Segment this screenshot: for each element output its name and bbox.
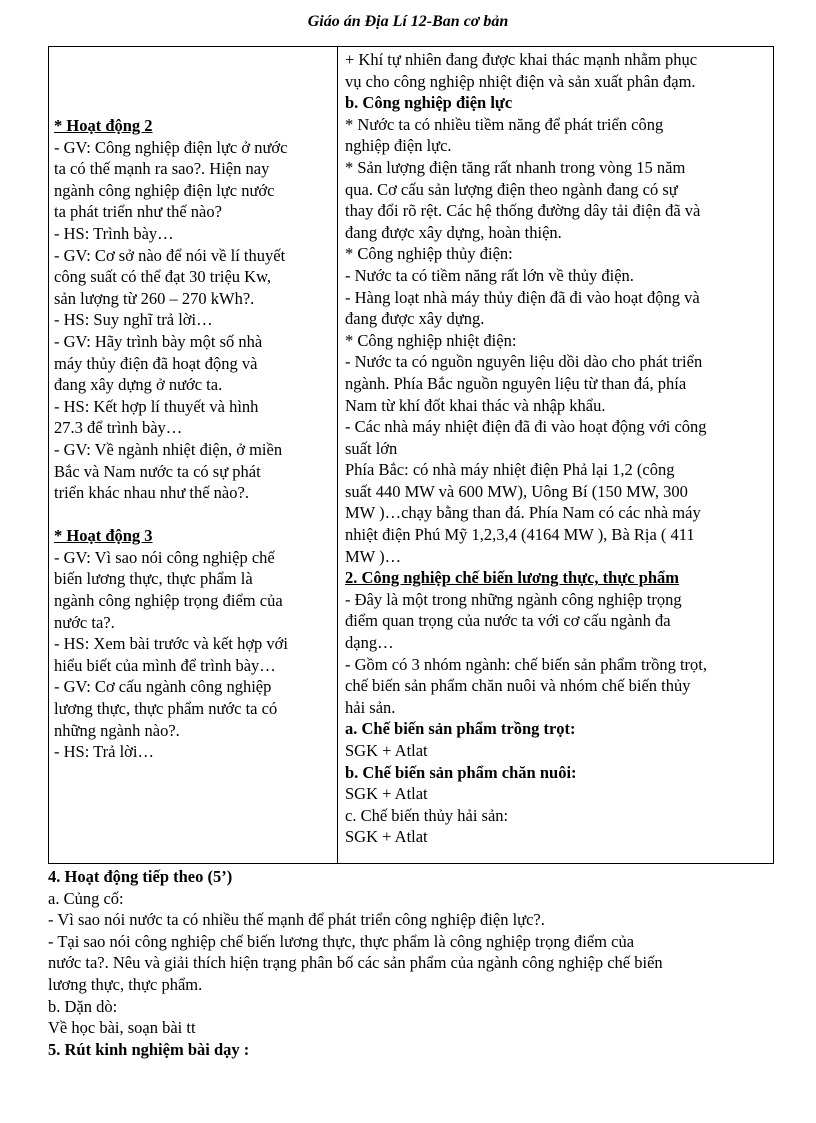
homework-label: b. Dặn dò: xyxy=(48,996,118,1016)
activity3-heading: * Hoạt động 3 xyxy=(54,526,153,546)
text-line: nước ta?. xyxy=(54,612,115,632)
text-line: sản lượng từ 260 – 270 kWh?. xyxy=(54,288,255,308)
text-line: * Nước ta có nhiều tiềm năng để phát triển công xyxy=(345,114,664,134)
text-line: ngành công nghiệp trọng điểm của xyxy=(54,591,283,611)
text-line: ta phát triển như thế nào? xyxy=(54,202,222,222)
text-line: điểm quan trọng của nước ta với cơ cấu ngành đa xyxy=(345,611,671,631)
activity2-heading: * Hoạt động 2 xyxy=(54,116,153,135)
text-line: - Nước ta có tiềm năng rất lớn về thủy điện. xyxy=(345,265,634,285)
text-line: - GV: Công nghiệp điện lực ở nước xyxy=(54,137,288,157)
text-line: - Vì sao nói nước ta có nhiều thế mạnh để phát triển công nghiệp điện lực?. xyxy=(48,910,545,930)
text-line: - Tại sao nói công nghiệp chế biến lương thực, thực phẩm là công nghiệp trọng điểm của xyxy=(48,931,635,951)
text-line: chế biến sản phẩm chăn nuôi và nhóm chế biến thủy xyxy=(345,676,691,696)
text-line: - HS: Suy nghĩ trả lời… xyxy=(54,310,213,330)
section-b-body xyxy=(345,114,773,567)
text-line: triển khác nhau như thế nào?. xyxy=(54,483,249,503)
text-line: - HS: Kết hợp lí thuyết và hình xyxy=(54,396,259,416)
text-line: ngành. Phía Bắc nguồn nguyên liệu từ than đá, phía xyxy=(345,373,687,393)
text-line: - GV: Cơ cấu ngành công nghiệp xyxy=(54,677,272,697)
text-line: + Khí tự nhiên đang được khai thác mạnh nhằm phục xyxy=(345,50,698,69)
text-line: lương thực, thực phẩm. xyxy=(48,974,203,994)
sub-c-text: SGK + Atlat xyxy=(345,827,428,847)
text-line: nghiệp điện lực. xyxy=(345,136,452,156)
text-line: những ngành nào?. xyxy=(54,720,180,740)
text-line: - Đây là một trong những ngành công nghiệp trọng xyxy=(345,589,682,609)
text-line: - GV: Cơ sở nào để nói về lí thuyết xyxy=(54,245,286,265)
text-line: MW )… xyxy=(345,546,402,566)
content-column xyxy=(345,49,773,848)
text-line: - Nước ta có nguồn nguyên liệu dồi dào cho phát triển xyxy=(345,352,703,372)
text-line: suất 440 MW và 600 MW), Uông Bí (150 MW, 300 xyxy=(345,481,688,501)
text-line: qua. Cơ cấu sản lượng điện theo ngành đang có sự xyxy=(345,179,678,199)
column-divider xyxy=(337,47,338,863)
consolidation-label: a. Củng cố: xyxy=(48,888,124,908)
text-line: * Công nghiệp thủy điện: xyxy=(345,244,513,264)
sub-c-heading: c. Chế biến thủy hải sản: xyxy=(345,805,509,825)
text-line: dạng… xyxy=(345,633,394,653)
text-line: máy thủy điện đã hoạt động và xyxy=(54,353,258,373)
text-line: biến lương thực, thực phẩm là xyxy=(54,569,253,589)
text-line: - Gồm có 3 nhóm ngành: chế biến sản phẩm trồng trọt, xyxy=(345,654,708,674)
text-line: Bắc và Nam nước ta có sự phát xyxy=(54,461,261,481)
lesson-table xyxy=(48,46,774,864)
text-line: - GV: Về ngành nhiệt điện, ở miền xyxy=(54,439,283,459)
activity3-body xyxy=(54,547,336,763)
text-line: MW )…chạy bằng than đá. Phía Nam có các nhà máy xyxy=(345,503,701,523)
section-4-heading: 4. Hoạt động tiếp theo (5’) xyxy=(48,867,233,886)
text-line: vụ cho công nghiệp nhiệt điện và sản xuất phân đạm. xyxy=(345,71,696,91)
sub-b-text: SGK + Atlat xyxy=(345,784,428,804)
page-header: Giáo án Địa Lí 12-Ban cơ bản xyxy=(307,13,509,30)
text-line: hải sản. xyxy=(345,697,396,717)
text-line: thay đổi rõ rệt. Các hệ thống đường dây tải điện đã và xyxy=(345,201,701,221)
section-5-heading: 5. Rút kinh nghiệm bài dạy : xyxy=(48,1039,250,1059)
text-line: đang được xây dựng. xyxy=(345,309,485,329)
text-line: đang được xây dựng, hoàn thiện. xyxy=(345,222,562,242)
text-line: - HS: Xem bài trước và kết hợp với xyxy=(54,634,288,654)
text-line: - GV: Hãy trình bày một số nhà xyxy=(54,331,263,351)
text-line: - GV: Vì sao nói công nghiệp chế xyxy=(54,547,275,567)
section-b-heading: b. Công nghiệp điện lực xyxy=(345,93,513,113)
activity2-body xyxy=(54,137,336,504)
text-line: lương thực, thực phẩm nước ta có xyxy=(54,699,278,719)
text-line: ngành công nghiệp điện lực nước xyxy=(54,180,275,200)
text-line: hiểu biết của mình để trình bày… xyxy=(54,655,276,675)
text-line: * Sản lượng điện tăng rất nhanh trong vòng 15 năm xyxy=(345,157,686,177)
section-2-body xyxy=(345,589,773,719)
section-2-heading: 2. Công nghiệp chế biến lương thực, thực phẩm xyxy=(345,568,680,588)
sub-a-text: SGK + Atlat xyxy=(345,741,428,760)
text-line: đang xây dựng ở nước ta. xyxy=(54,375,223,395)
text-line: nhiệt điện Phú Mỹ 1,2,3,4 (4164 MW ), Bà Rịa ( 411 xyxy=(345,525,695,545)
text-line: * Công nghiệp nhiệt điện: xyxy=(345,330,517,350)
sub-a-heading: a. Chế biến sản phẩm trồng trọt: xyxy=(345,719,576,739)
text-line: - HS: Trình bày… xyxy=(54,223,174,243)
text-line: công suất có thể đạt 30 triệu Kw, xyxy=(54,267,272,287)
text-line: Phía Bắc: có nhà máy nhiệt điện Phả lại 1,2 (công xyxy=(345,460,675,480)
sub-b-heading: b. Chế biến sản phẩm chăn nuôi: xyxy=(345,762,577,782)
follow-up-section xyxy=(48,866,774,1060)
text-line: ta có thế mạnh ra sao?. Hiện nay xyxy=(54,159,270,179)
text-line: nước ta?. Nêu và giải thích hiện trạng phân bố các sản phẩm của ngành công nghiệp chế biến xyxy=(48,953,663,973)
teacher-student-column xyxy=(54,115,336,763)
text-line: suất lớn xyxy=(345,438,398,458)
text-line: - HS: Trả lời… xyxy=(54,742,154,762)
text-line: - Hàng loạt nhà máy thủy điện đã đi vào hoạt động và xyxy=(345,287,700,307)
text-line: Nam từ khí đốt khai thác và nhập khẩu. xyxy=(345,395,606,415)
text-line: - Các nhà máy nhiệt điện đã đi vào hoạt động với công xyxy=(345,417,707,437)
homework-text: Về học bài, soạn bài tt xyxy=(48,1018,196,1038)
text-line: 27.3 để trình bày… xyxy=(54,418,183,438)
